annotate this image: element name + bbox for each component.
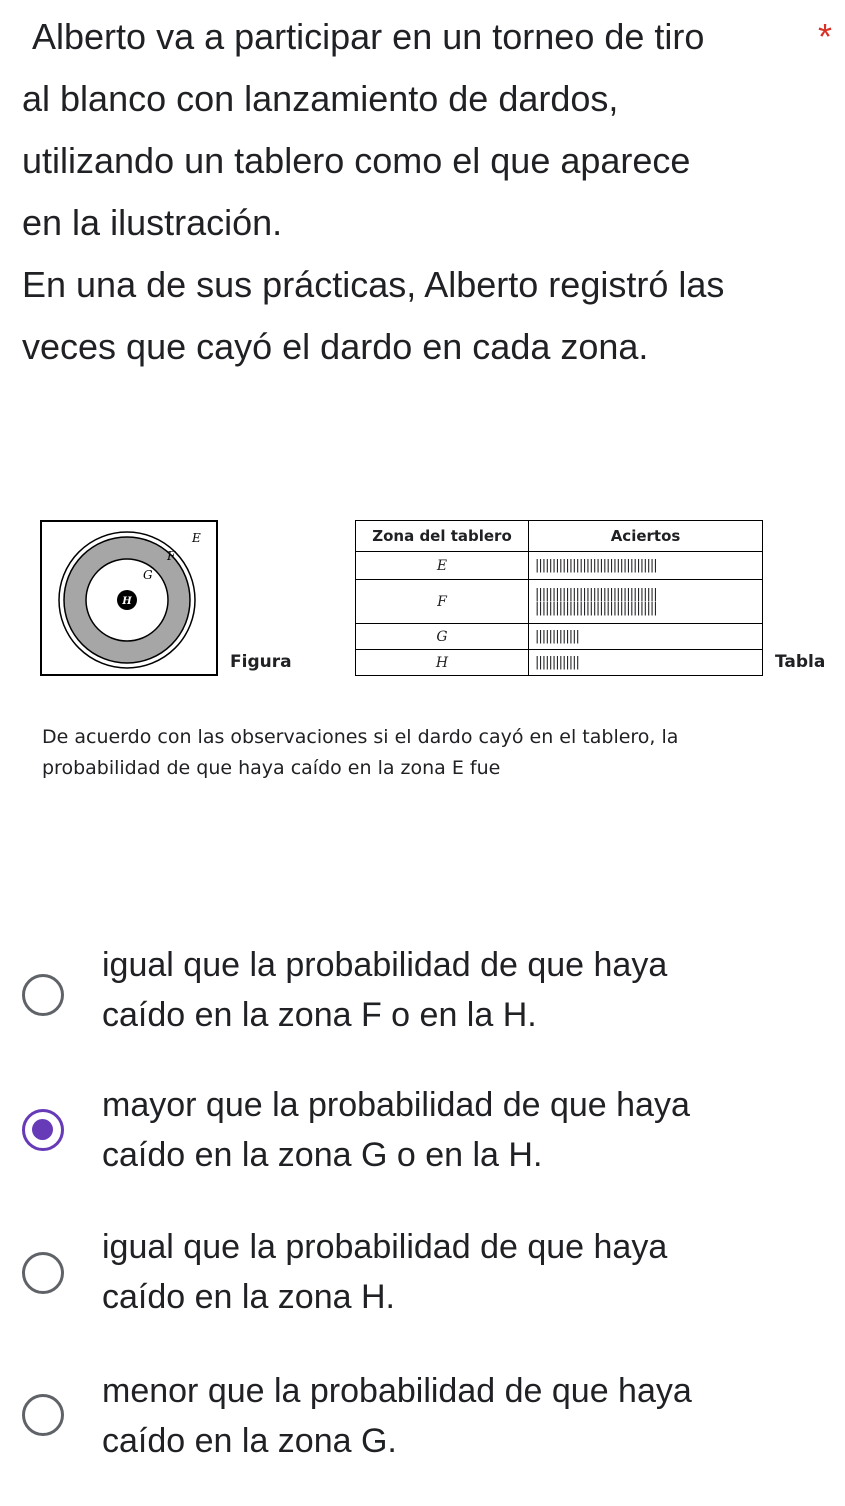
question-line: veces que cayó el dardo en cada zona. xyxy=(22,326,649,367)
option-line: igual que la probabilidad de que haya xyxy=(102,1228,668,1266)
radio-button[interactable] xyxy=(22,974,64,1016)
option-label[interactable] xyxy=(102,1222,802,1322)
option-line: mayor que la probabilidad de que haya xyxy=(102,1086,690,1124)
option-line: caído en la zona G o en la H. xyxy=(102,1136,543,1174)
option-line: caído en la zona G. xyxy=(102,1422,397,1460)
tally-table xyxy=(355,520,763,676)
option-label[interactable] xyxy=(102,940,802,1040)
label-h: H xyxy=(122,596,132,607)
zone-cell: E xyxy=(356,552,529,580)
option-a[interactable] xyxy=(0,934,845,1044)
table-row xyxy=(356,624,763,650)
column-header: Aciertos xyxy=(529,521,763,552)
question-line: en la ilustración. xyxy=(22,202,283,243)
radio-button-selected[interactable] xyxy=(22,1109,64,1151)
zone-cell: H xyxy=(356,650,529,676)
label-g: G xyxy=(143,568,153,582)
table-caption: Tabla xyxy=(775,652,826,672)
dartboard-figure xyxy=(40,520,218,676)
question-text xyxy=(22,6,832,378)
dartboard-svg xyxy=(42,522,216,674)
table-row xyxy=(356,580,763,624)
option-line: caído en la zona H. xyxy=(102,1278,395,1316)
radio-button[interactable] xyxy=(22,1252,64,1294)
question-line: En una de sus prácticas, Alberto registró las xyxy=(22,264,725,305)
column-header: Zona del tablero xyxy=(356,521,529,552)
sub-question-text: De acuerdo con las observaciones si el dardo cayó en el tablero, la probabilidad de que haya caído en la zona E fue xyxy=(42,726,679,779)
table-row xyxy=(356,552,763,580)
option-c[interactable] xyxy=(0,1220,845,1330)
question-line: Alberto va a participar en un torneo de tiro xyxy=(32,16,705,57)
option-label[interactable] xyxy=(102,1366,802,1466)
option-line: igual que la probabilidad de que haya xyxy=(102,946,668,984)
zone-cell: F xyxy=(356,580,529,624)
label-e: E xyxy=(192,531,201,545)
table-row xyxy=(356,650,763,676)
question-image xyxy=(40,518,830,678)
label-f: F xyxy=(167,549,176,563)
tally-cell: ||||||||||||| xyxy=(529,650,763,676)
question-line: al blanco con lanzamiento de dardos, xyxy=(22,78,619,119)
option-d[interactable] xyxy=(0,1362,845,1472)
required-asterisk: * xyxy=(817,16,832,57)
tally-cell: ||||||||||||| xyxy=(529,624,763,650)
radio-button[interactable] xyxy=(22,1394,64,1436)
figure-caption: Figura xyxy=(230,652,292,672)
table-header-row xyxy=(356,521,763,552)
option-line: menor que la probabilidad de que haya xyxy=(102,1372,692,1410)
tally-cell: |||||||||||||||||||||||||||||||||||| xyxy=(529,552,763,580)
option-line: caído en la zona F o en la H. xyxy=(102,996,537,1034)
tally-cell: |||||||||||||||||||||||||||||||||||| |||||||||||||||||||||||||||||||||||| xyxy=(529,580,763,624)
option-b[interactable] xyxy=(0,1078,845,1188)
zone-cell: G xyxy=(356,624,529,650)
question-line: utilizando un tablero como el que aparece xyxy=(22,140,691,181)
option-label[interactable] xyxy=(102,1080,802,1180)
